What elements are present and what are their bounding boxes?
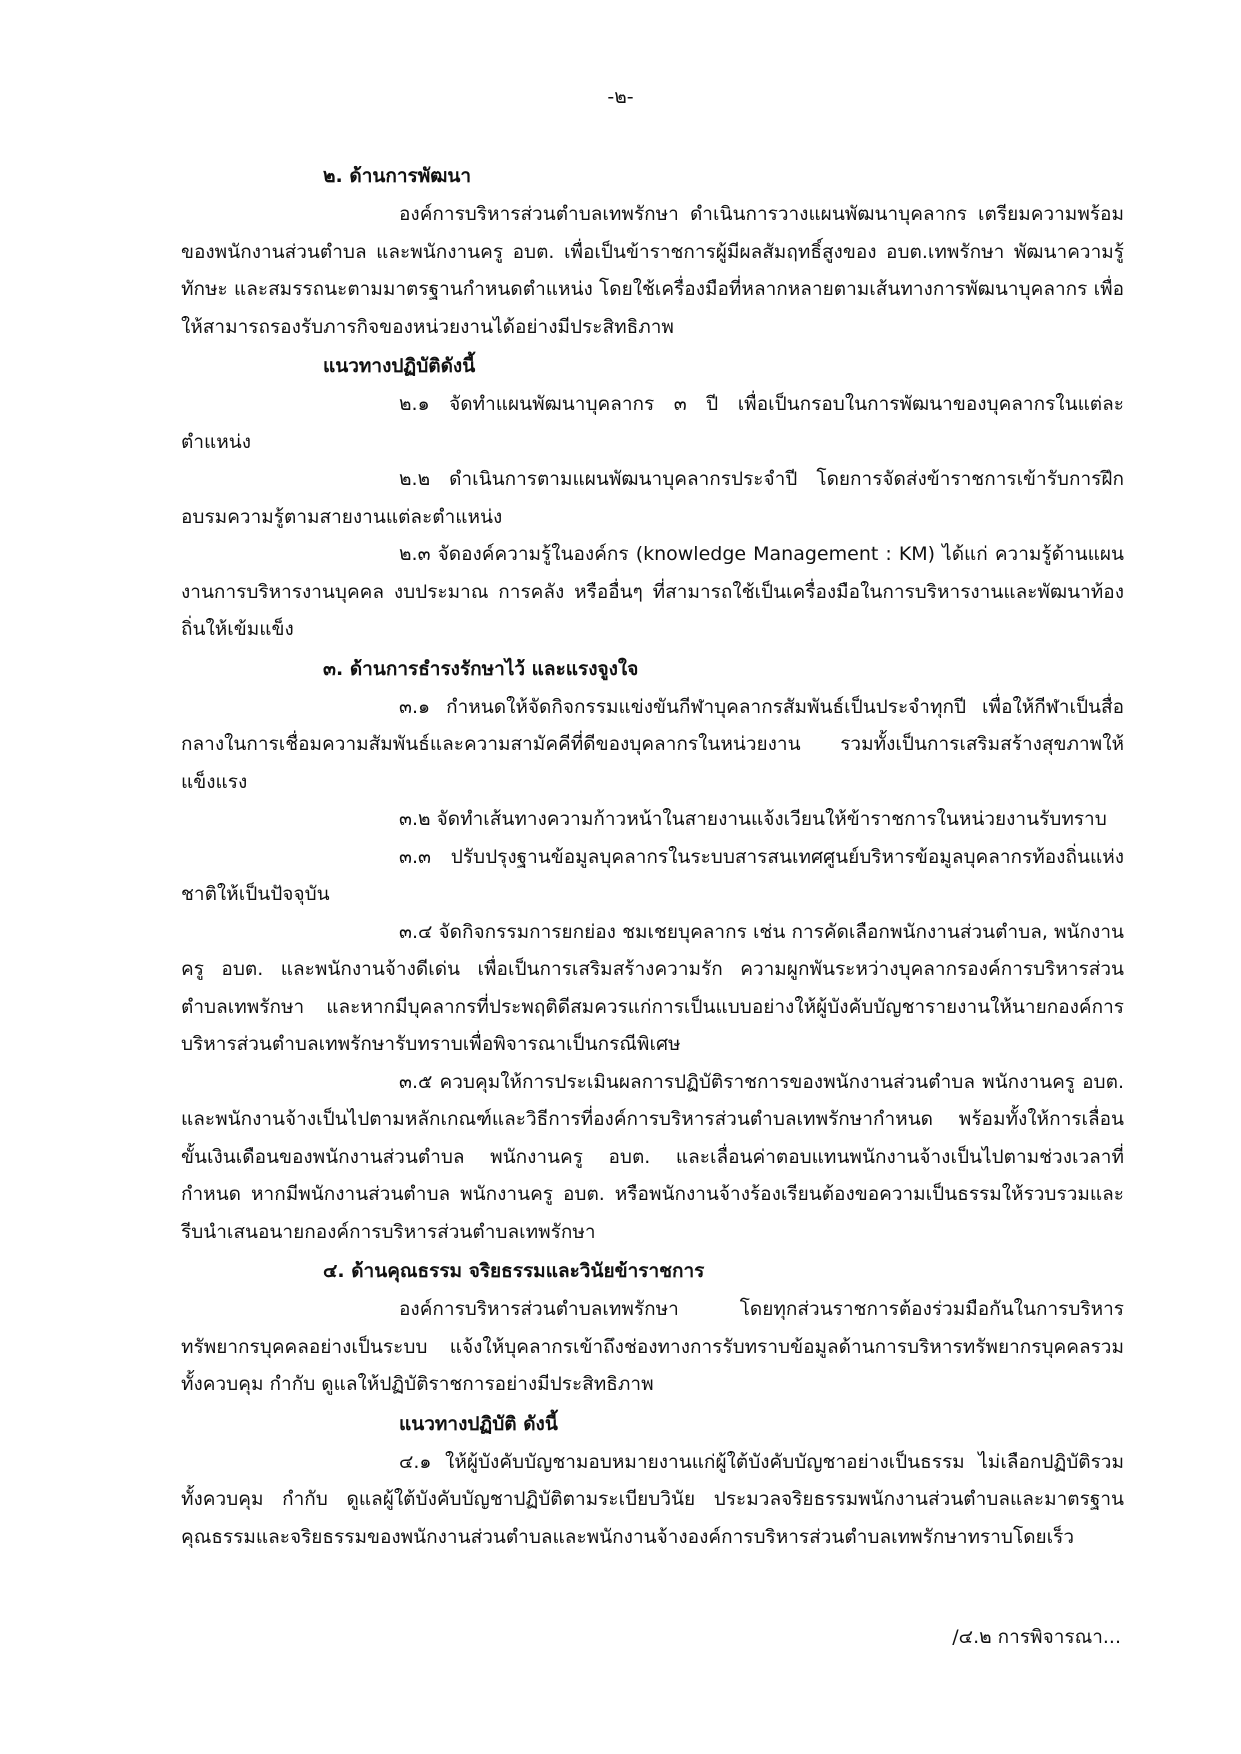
section-3-heading: ๓. ด้านการธำรงรักษาไว้ และแรงจูงใจ — [323, 657, 639, 680]
item-2-3: ๒.๓ จัดองค์ความรู้ในองค์กร (knowledge Management : KM) ได้แก่ ความรู้ด้านแผนงานการบริหารงานบุคคล งบประมาณ การคลัง หรืออื่นๆ ที่สามารถใช้เป็นเครื่องมือในการบริหารงานและพัฒนาท้องถิ่นให้เข้มแข็ง — [181, 543, 1124, 640]
document-body — [181, 156, 1124, 1556]
item-3-4: ๓.๔ จัดกิจกรรมการยกย่อง ชมเชยบุคลากร เช่น การคัดเลือกพนักงานส่วนตำบล, พนักงานครู อบต. และพนักงานจ้างดีเด่น เพื่อเป็นการเสริมสร้างความรัก ความผูกพันระหว่างบุคลากรองค์การบริหารส่วนตำบลเทพรักษา และหากมีบุคลากรที่ประพฤติดีสมควรแก่การเป็นแบบอย่างให้ผู้บังคับบัญชารายงานให้นายกองค์การบริหารส่วนตำบลเทพรักษารับทราบเพื่อพิจารณาเป็นกรณีพิเศษ — [181, 920, 1124, 1055]
item-2-1: ๒.๑ จัดทำแผนพัฒนาบุคลากร ๓ ปี เพื่อเป็นกรอบในการพัฒนาของบุคลากรในแต่ละตำแหน่ง — [181, 393, 1124, 453]
item-3-1: ๓.๑ กำหนดให้จัดกิจกรรมแข่งขันกีฬาบุคลากรสัมพันธ์เป็นประจำทุกปี เพื่อให้กีฬาเป็นสื่อกลางในการเชื่อมความสัมพันธ์และความสามัคคีที่ดีของบุคลากรในหน่วยงาน รวมทั้งเป็นการเสริมสร้างสุขภาพให้แข็งแรง — [181, 695, 1124, 793]
section-2-heading: ๒. ด้านการพัฒนา — [323, 165, 472, 187]
continuation-note: /๔.๒ การพิจารณา... — [952, 1626, 1121, 1648]
section-2-intro: องค์การบริหารส่วนตำบลเทพรักษา ดำเนินการวางแผนพัฒนาบุคลากร เตรียมความพร้อมของพนักงานส่วนตำบล และพนักงานครู อบต. เพื่อเป็นข้าราชการผู้มีผลสัมฤทธิ์สูงของ อบต.เทพรักษา พัฒนาความรู้ ทักษะ และสมรรถนะตามมาตรฐานกำหนดตำแหน่ง โดยใช้เครื่องมือที่หลากหลายตามเส้นทางการพัฒนาบุคลากร เพื่อให้สามารถรองรับภารกิจของหน่วยงานได้อย่างมีประสิทธิภาพ — [181, 203, 1124, 338]
item-3-3: ๓.๓ ปรับปรุงฐานข้อมูลบุคลากรในระบบสารสนเทศศูนย์บริหารข้อมูลบุคลากรท้องถิ่นแห่งชาติให้เป็นปัจจุบัน — [181, 845, 1124, 905]
section-4-heading: ๔. ด้านคุณธรรม จริยธรรมและวินัยข้าราชการ — [323, 1260, 705, 1282]
item-4-1: ๔.๑ ให้ผู้บังคับบัญชามอบหมายงานแก่ผู้ใต้บังคับบัญชาอย่างเป็นธรรม ไม่เลือกปฏิบัติรวมทั้งควบคุม กำกับ ดูแลผู้ใต้บังคับบัญชาปฏิบัติตามระเบียบวินัย ประมวลจริยธรรมพนักงานส่วนตำบลและมาตรฐานคุณธรรมและจริยธรรมของพนักงานส่วนตำบลและพนักงานจ้างองค์การบริหารส่วนตำบลเทพรักษาทราบโดยเร็ว — [181, 1450, 1124, 1548]
item-3-2: ๓.๒ จัดทำเส้นทางความก้าวหน้าในสายงานแจ้งเวียนให้ข้าราชการในหน่วยงานรับทราบ — [399, 808, 1107, 830]
section-2-guideline-heading: แนวทางปฏิบัติดังนี้ — [323, 355, 476, 377]
item-3-5: ๓.๕ ควบคุมให้การประเมินผลการปฏิบัติราชการของพนักงานส่วนตำบล พนักงานครู อบต. และพนักงานจ้างเป็นไปตามหลักเกณฑ์และวิธีการที่องค์การบริหารส่วนตำบลเทพรักษากำหนด พร้อมทั้งให้การเลื่อนขั้นเงินเดือนของพนักงานส่วนตำบล พนักงานครู อบต. และเลื่อนค่าตอบแทนพนักงานจ้างเป็นไปตามช่วงเวลาที่กำหนด หากมีพนักงานส่วนตำบล พนักงานครู อบต. หรือพนักงานจ้างร้องเรียนต้องขอความเป็นธรรมให้รวบรวมและรีบนำเสนอนายกองค์การบริหารส่วนตำบลเทพรักษา — [181, 1070, 1124, 1243]
item-2-2: ๒.๒ ดำเนินการตามแผนพัฒนาบุคลากรประจำปี โดยการจัดส่งข้าราชการเข้ารับการฝึกอบรมความรู้ตามสายงานแต่ละตำแหน่ง — [181, 468, 1124, 528]
section-4-guideline-heading: แนวทางปฏิบัติ ดังนี้ — [399, 1412, 558, 1435]
page-number: -๒- — [607, 86, 634, 108]
section-4-intro: องค์การบริหารส่วนตำบลเทพรักษา โดยทุกส่วนราชการต้องร่วมมือกันในการบริหารทรัพยากรบุคคลอย่างเป็นระบบ แจ้งให้บุคลากรเข้าถึงช่องทางการรับทราบข้อมูลด้านการบริหารทรัพยากรบุคคลรวมทั้งควบคุม กำกับ ดูแลให้ปฏิบัติราชการอย่างมีประสิทธิภาพ — [181, 1298, 1124, 1395]
